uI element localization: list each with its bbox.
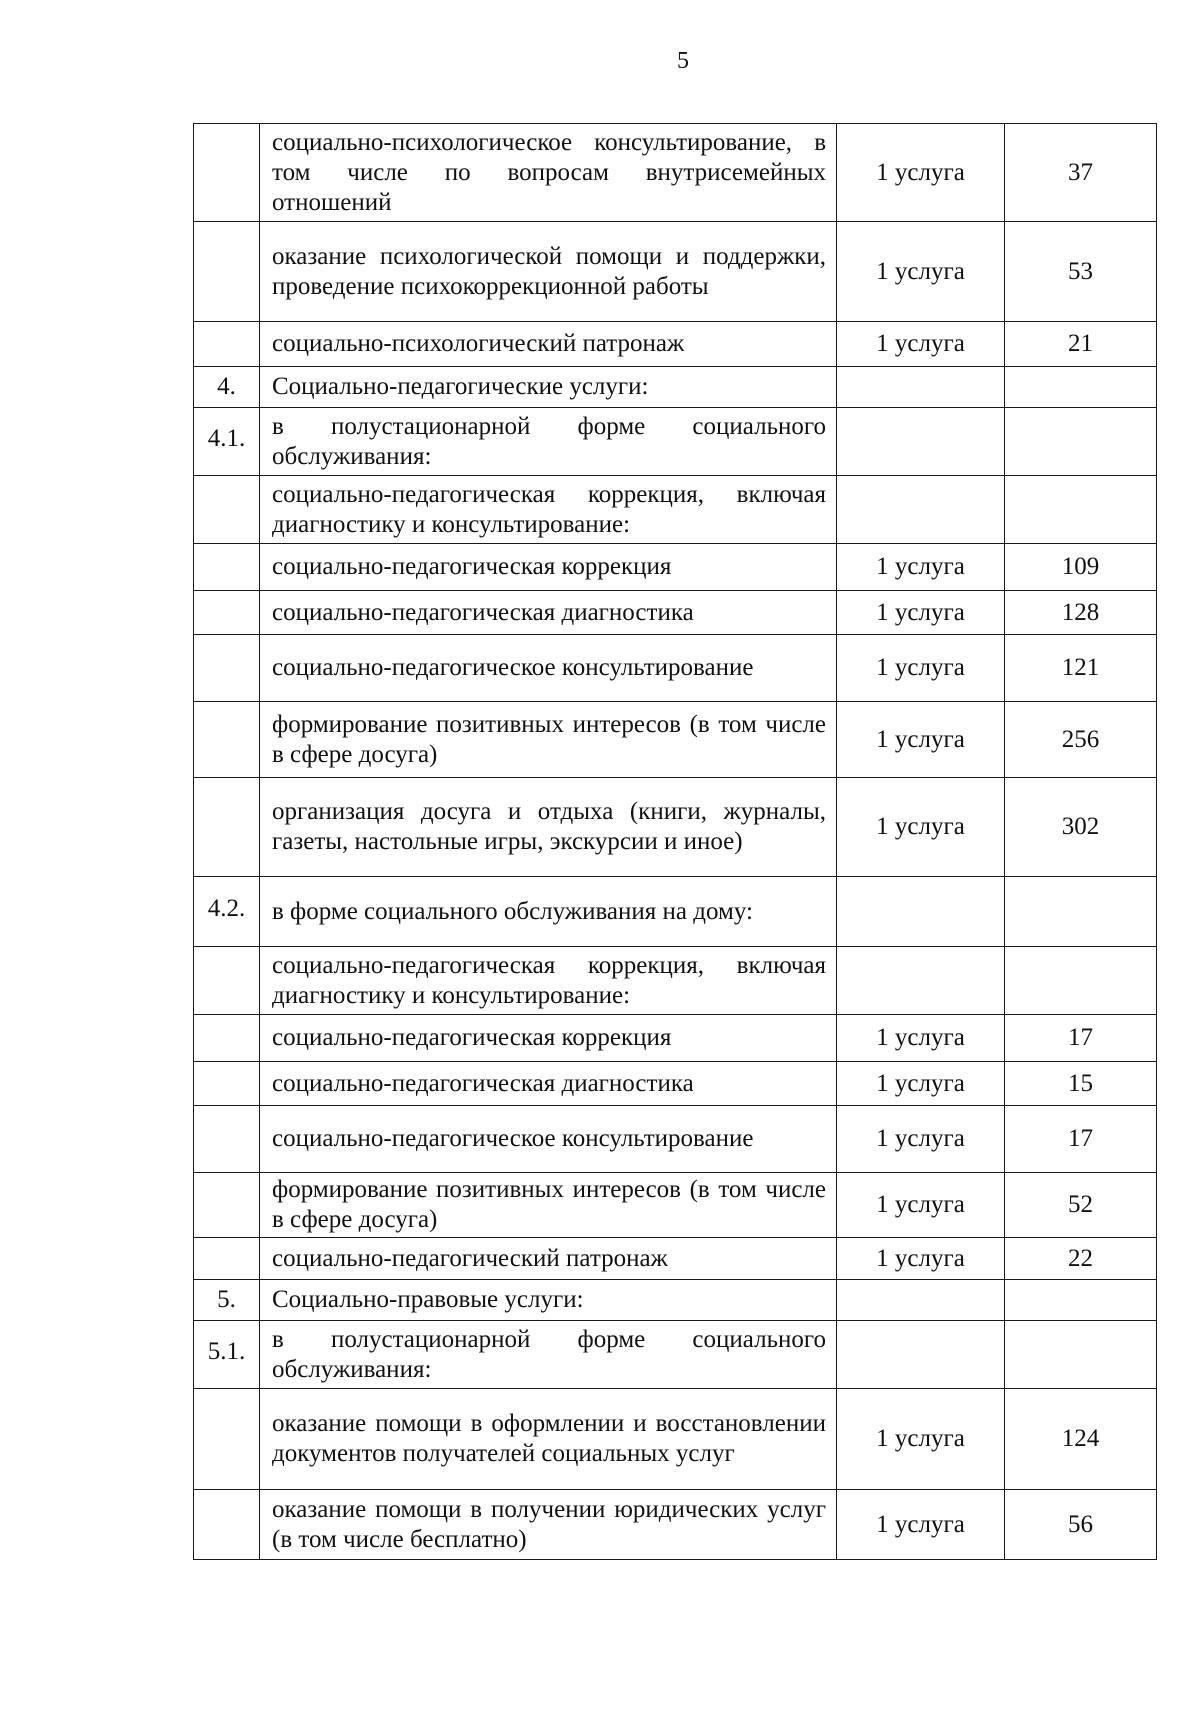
unit-cell <box>837 1015 1005 1062</box>
table-row <box>194 367 1157 408</box>
quantity-cell <box>1005 702 1157 778</box>
row-number-cell <box>194 1062 260 1106</box>
table-row <box>194 222 1157 322</box>
quantity-cell <box>1005 1490 1157 1560</box>
quantity-cell <box>1005 124 1157 222</box>
table-row <box>194 635 1157 702</box>
row-number-cell <box>194 877 260 947</box>
row-number-cell <box>194 1280 260 1321</box>
row-number-cell <box>194 124 260 222</box>
quantity-cell <box>1005 544 1157 591</box>
unit-text: 1 услуга <box>876 1069 965 1097</box>
unit-cell <box>837 1106 1005 1173</box>
service-name-text: формирование позитивных интересов (в том числе в сфере досуга) <box>272 1176 826 1233</box>
service-name-cell <box>260 1238 837 1280</box>
row-number-cell <box>194 1015 260 1062</box>
unit-text: 1 услуга <box>876 158 965 186</box>
table-row <box>194 1238 1157 1280</box>
unit-text: 1 услуга <box>876 1191 965 1218</box>
quantity-text: 128 <box>1061 598 1100 626</box>
quantity-cell <box>1005 476 1157 544</box>
services-table-body <box>194 124 1157 1560</box>
unit-cell <box>837 222 1005 322</box>
row-number-cell <box>194 947 260 1015</box>
service-name-cell <box>260 877 837 947</box>
service-name-text: социально-педагогическая коррекция <box>272 553 672 580</box>
unit-cell <box>837 778 1005 877</box>
quantity-cell <box>1005 877 1157 947</box>
row-number-cell <box>194 322 260 367</box>
service-name-text: Социально-правовые услуги: <box>272 1286 584 1313</box>
quantity-cell <box>1005 322 1157 367</box>
quantity-cell <box>1005 947 1157 1015</box>
quantity-cell <box>1005 635 1157 702</box>
quantity-text: 109 <box>1061 553 1100 580</box>
quantity-cell <box>1005 1238 1157 1280</box>
unit-cell <box>837 408 1005 476</box>
unit-cell <box>837 1173 1005 1238</box>
row-number-cell <box>194 1238 260 1280</box>
unit-cell <box>837 877 1005 947</box>
quantity-cell <box>1005 1280 1157 1321</box>
table-row <box>194 1062 1157 1106</box>
service-name-cell <box>260 1106 837 1173</box>
unit-text: 1 услуга <box>876 1425 965 1452</box>
unit-cell <box>837 124 1005 222</box>
quantity-cell <box>1005 1173 1157 1238</box>
unit-text: 1 услуга <box>876 1024 965 1051</box>
service-name-cell <box>260 1321 837 1389</box>
row-number-cell <box>194 476 260 544</box>
quantity-text: 22 <box>1068 1244 1093 1272</box>
service-name-cell <box>260 367 837 408</box>
quantity-cell <box>1005 1321 1157 1389</box>
quantity-text: 17 <box>1068 1125 1093 1152</box>
unit-text: 1 услуга <box>876 813 965 840</box>
service-name-text: оказание помощи в оформлении и восстановлении документов получателей социальных услуг <box>272 1410 826 1467</box>
unit-cell <box>837 635 1005 702</box>
service-name-cell <box>260 408 837 476</box>
table-row <box>194 947 1157 1015</box>
quantity-text: 56 <box>1068 1510 1093 1538</box>
unit-cell <box>837 322 1005 367</box>
service-name-cell <box>260 1490 837 1560</box>
quantity-cell <box>1005 778 1157 877</box>
quantity-cell <box>1005 1106 1157 1173</box>
service-name-cell <box>260 635 837 702</box>
service-name-text: социально-педагогический патронаж <box>272 1244 668 1272</box>
row-number-cell <box>194 1321 260 1389</box>
service-name-text: социально-педагогическая диагностика <box>272 598 694 626</box>
service-name-cell <box>260 1173 837 1238</box>
unit-cell <box>837 1062 1005 1106</box>
table-row <box>194 877 1157 947</box>
unit-text: 1 услуга <box>876 553 965 580</box>
quantity-cell <box>1005 222 1157 322</box>
service-name-cell <box>260 591 837 635</box>
unit-cell <box>837 1389 1005 1490</box>
quantity-text: 37 <box>1068 158 1093 186</box>
table-row <box>194 1280 1157 1321</box>
row-number-cell <box>194 635 260 702</box>
row-number-text: 4. <box>217 373 236 400</box>
unit-text: 1 услуга <box>876 1125 965 1152</box>
services-table <box>193 123 1157 1560</box>
unit-cell <box>837 591 1005 635</box>
quantity-text: 52 <box>1068 1191 1093 1218</box>
quantity-cell <box>1005 1015 1157 1062</box>
table-row <box>194 1490 1157 1560</box>
service-name-text: в полустационарной форме социального обслуживания: <box>272 1325 826 1383</box>
service-name-text: в форме социального обслуживания на дому: <box>272 897 753 925</box>
quantity-text: 53 <box>1068 257 1093 285</box>
quantity-text: 256 <box>1061 725 1100 753</box>
service-name-text: социально-педагогическое консультирование <box>272 654 754 681</box>
table-row <box>194 476 1157 544</box>
unit-cell <box>837 1280 1005 1321</box>
table-row <box>194 408 1157 476</box>
service-name-cell <box>260 778 837 877</box>
service-name-cell <box>260 1062 837 1106</box>
service-name-text: социально-психологическое консультирование, в том числе по вопросам внутрисемейных отношений <box>272 128 826 216</box>
quantity-text: 17 <box>1068 1024 1093 1051</box>
unit-text: 1 услуга <box>876 598 965 626</box>
service-name-cell <box>260 1015 837 1062</box>
service-name-text: социально-педагогическая коррекция, включая диагностику и консультирование: <box>272 951 826 1009</box>
unit-text: 1 услуга <box>876 330 965 357</box>
service-name-text: социально-педагогическое консультирование <box>272 1125 754 1152</box>
service-name-cell <box>260 124 837 222</box>
row-number-cell <box>194 1490 260 1560</box>
unit-cell <box>837 544 1005 591</box>
table-row <box>194 1106 1157 1173</box>
quantity-text: 124 <box>1061 1425 1100 1452</box>
service-name-cell <box>260 947 837 1015</box>
service-name-text: оказание помощи в получении юридических услуг (в том числе бесплатно) <box>272 1495 826 1553</box>
table-row <box>194 778 1157 877</box>
service-name-text: формирование позитивных интересов (в том числе в сфере досуга) <box>272 710 826 768</box>
table-row <box>194 544 1157 591</box>
service-name-cell <box>260 222 837 322</box>
table-row <box>194 1173 1157 1238</box>
service-name-text: оказание психологической помощи и поддержки, проведение психокоррекционной работы <box>272 242 826 300</box>
service-name-text: социально-педагогическая коррекция <box>272 1024 672 1051</box>
table-row <box>194 591 1157 635</box>
unit-cell <box>837 702 1005 778</box>
row-number-cell <box>194 702 260 778</box>
row-number-text: 5. <box>217 1286 236 1313</box>
row-number-cell <box>194 778 260 877</box>
row-number-cell <box>194 544 260 591</box>
unit-text: 1 услуга <box>876 725 965 753</box>
row-number-cell <box>194 408 260 476</box>
unit-text: 1 услуга <box>876 1244 965 1272</box>
quantity-cell <box>1005 1062 1157 1106</box>
unit-cell <box>837 1238 1005 1280</box>
service-name-text: социально-психологический патронаж <box>272 330 685 357</box>
unit-text: 1 услуга <box>876 1510 965 1538</box>
row-number-cell <box>194 222 260 322</box>
table-row <box>194 702 1157 778</box>
unit-text: 1 услуга <box>876 257 965 285</box>
quantity-text: 121 <box>1061 654 1100 681</box>
quantity-cell <box>1005 591 1157 635</box>
unit-cell <box>837 1321 1005 1389</box>
quantity-cell <box>1005 1389 1157 1490</box>
unit-cell <box>837 947 1005 1015</box>
unit-cell <box>837 1490 1005 1560</box>
unit-text: 1 услуга <box>876 654 965 681</box>
table-row <box>194 124 1157 222</box>
service-name-cell <box>260 1280 837 1321</box>
service-name-text: социально-педагогическая диагностика <box>272 1069 694 1097</box>
service-name-cell <box>260 476 837 544</box>
row-number-cell <box>194 1389 260 1490</box>
unit-cell <box>837 367 1005 408</box>
quantity-text: 15 <box>1068 1069 1093 1097</box>
quantity-text: 302 <box>1061 813 1100 840</box>
row-number-cell <box>194 1106 260 1173</box>
service-name-text: социально-педагогическая коррекция, включая диагностику и консультирование: <box>272 480 826 538</box>
row-number-cell <box>194 367 260 408</box>
row-number-cell <box>194 591 260 635</box>
unit-cell <box>837 476 1005 544</box>
row-number-cell <box>194 1173 260 1238</box>
row-number-text: 4.2. <box>207 894 246 922</box>
table-row <box>194 1321 1157 1389</box>
service-name-cell <box>260 702 837 778</box>
table-row <box>194 1015 1157 1062</box>
quantity-cell <box>1005 408 1157 476</box>
table-row <box>194 322 1157 367</box>
table-row <box>194 1389 1157 1490</box>
service-name-cell <box>260 544 837 591</box>
service-name-text: организация досуга и отдыха (книги, журналы, газеты, настольные игры, экскурсии и иное) <box>272 798 826 855</box>
service-name-cell <box>260 322 837 367</box>
quantity-cell <box>1005 367 1157 408</box>
page-number: 5 <box>677 48 689 74</box>
service-name-cell <box>260 1389 837 1490</box>
service-name-text: в полустационарной форме социального обслуживания: <box>272 412 826 470</box>
service-name-text: Социально-педагогические услуги: <box>272 373 649 400</box>
row-number-text: 4.1. <box>207 424 246 452</box>
quantity-text: 21 <box>1068 330 1093 357</box>
row-number-text: 5.1. <box>207 1337 246 1365</box>
